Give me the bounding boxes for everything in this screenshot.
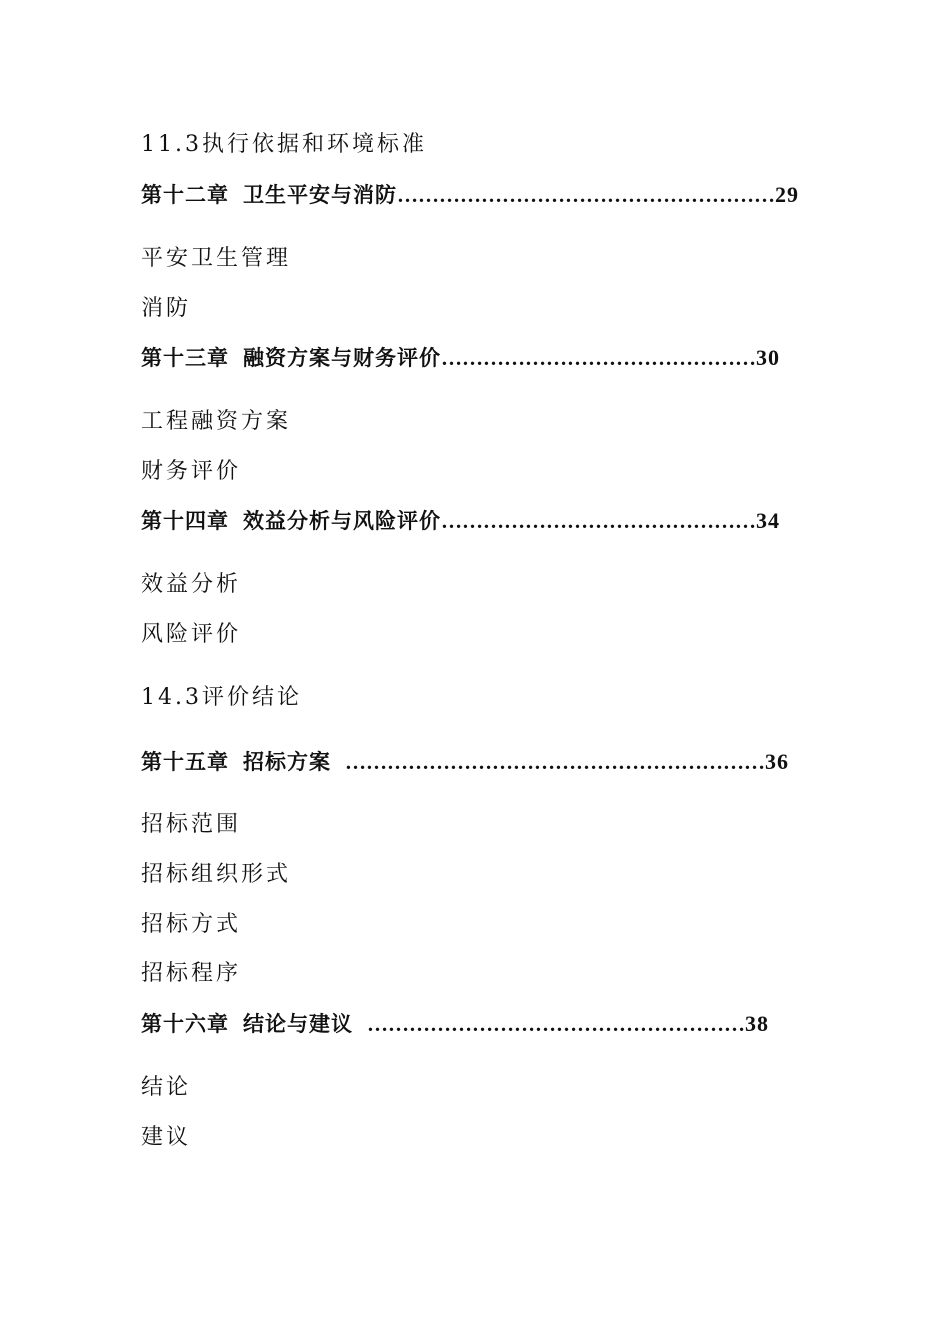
chapter-14-title: 第十四章 xyxy=(141,509,229,533)
chapter-12-title: 第十二章 xyxy=(141,183,229,207)
chapter-14-name: 效益分析与风险评价 xyxy=(243,509,441,533)
toc-section-16-2: 建议 xyxy=(141,1125,192,1150)
chapter-16-name: 结论与建议 xyxy=(243,1012,353,1036)
toc-chapter-13[interactable] xyxy=(141,343,780,373)
chapter-12-page: 29 xyxy=(775,182,799,207)
chapter-12-name: 卫生平安与消防 xyxy=(243,183,397,207)
toc-section-13-2: 财务评价 xyxy=(141,459,242,484)
chapter-15-title: 第十五章 xyxy=(141,750,229,774)
toc-section-14-2: 风险评价 xyxy=(141,622,242,647)
chapter-13-title: 第十三章 xyxy=(141,346,229,370)
toc-section-12-2: 消防 xyxy=(141,296,192,321)
toc-section-16-1: 结论 xyxy=(141,1075,192,1100)
chapter-12-dots: ……………………………………………… xyxy=(397,183,775,207)
chapter-15-dots: …………………………………………………… xyxy=(345,750,765,774)
toc-chapter-14[interactable] xyxy=(141,506,780,536)
chapter-16-dots: ……………………………………………… xyxy=(367,1012,745,1036)
chapter-14-dots: ……………………………………… xyxy=(441,509,756,533)
toc-section-14-1: 效益分析 xyxy=(141,572,242,597)
toc-chapter-16[interactable] xyxy=(141,1009,769,1039)
toc-section-12-1: 平安卫生管理 xyxy=(141,246,292,271)
chapter-13-page: 30 xyxy=(756,345,780,370)
toc-section-14-3: 14.3评价结论 xyxy=(141,685,302,710)
toc-chapter-15[interactable] xyxy=(141,747,789,777)
chapter-16-title: 第十六章 xyxy=(141,1012,229,1036)
toc-section-15-3: 招标方式 xyxy=(141,912,242,937)
chapter-13-name: 融资方案与财务评价 xyxy=(243,346,441,370)
chapter-13-dots: ……………………………………… xyxy=(441,346,756,370)
toc-section-15-1: 招标范围 xyxy=(141,812,242,837)
chapter-15-name: 招标方案 xyxy=(243,750,331,774)
chapter-16-page: 38 xyxy=(745,1011,769,1036)
toc-section-15-4: 招标程序 xyxy=(141,961,242,986)
toc-section-15-2: 招标组织形式 xyxy=(141,862,292,887)
chapter-15-page: 36 xyxy=(765,749,789,774)
toc-section-11-3: 11.3执行依据和环境标准 xyxy=(141,132,427,157)
toc-chapter-12[interactable] xyxy=(141,180,799,210)
toc-section-13-1: 工程融资方案 xyxy=(141,409,292,434)
chapter-14-page: 34 xyxy=(756,508,780,533)
